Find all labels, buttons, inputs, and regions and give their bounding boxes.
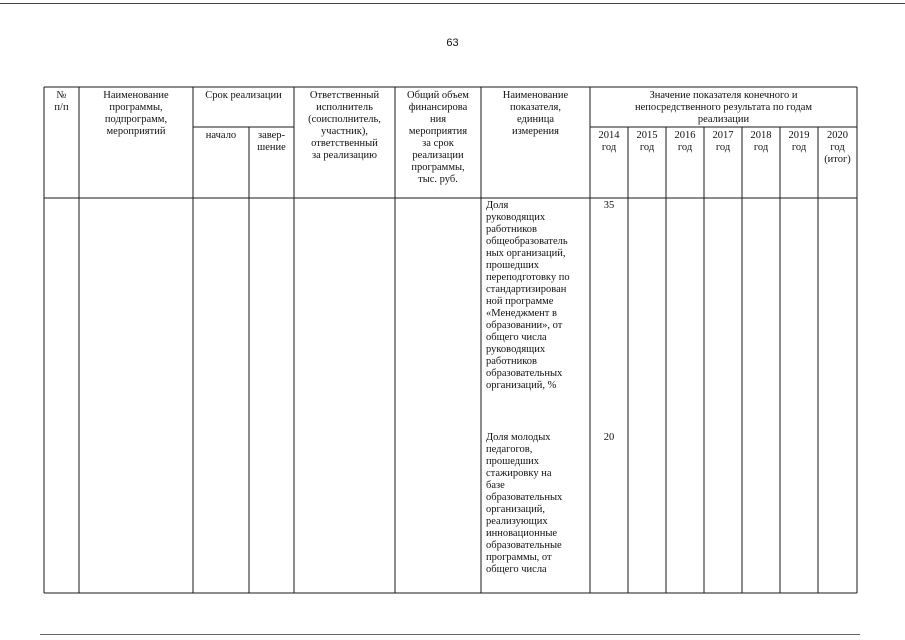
- header-year-2016: 2016 год: [674, 130, 696, 153]
- row-2-indicator: Доля молодых педагогов, прошедших стажировку на базе образовательных организаций, реализующих инновационные образовательные программы, от общего числа: [486, 432, 563, 575]
- header-num: № п/п: [54, 90, 69, 113]
- header-program-name: Наименование программы, подпрограмм, мероприятий: [103, 90, 169, 137]
- header-term-start: начало: [205, 130, 237, 141]
- header-values-group: Значение показателя конечного и непосредственного результата по годам реализации: [634, 90, 813, 125]
- row-1-indicator: Доля руководящих работников общеобразователь ных организаций, прошедших переподготовку по стандартизирован ной программе «Менеджмент в образовании», от общего числа руководящих работников образовательных организаций, %: [486, 200, 570, 391]
- header-year-2015: 2015 год: [636, 130, 658, 153]
- scan-artifact-top: [0, 3, 905, 4]
- header-year-2017: 2017 год: [712, 130, 734, 153]
- scan-artifact-bottom: [40, 634, 860, 635]
- header-year-2014: 2014 год: [598, 130, 620, 153]
- header-year-2019: 2019 год: [788, 130, 810, 153]
- page-number: 63: [446, 37, 459, 49]
- header-funding: Общий объем финансирова ния мероприятия за срок реализации программы, тыс. руб.: [407, 90, 469, 185]
- header-indicator: Наименование показателя, единица измерения: [502, 90, 569, 137]
- row-1-value-2014: 35: [603, 200, 615, 211]
- header-term-end: завер- шение: [257, 130, 286, 153]
- header-year-2020: 2020 год (итог): [824, 130, 851, 165]
- row-2-value-2014: 20: [603, 432, 615, 443]
- header-term: Срок реализации: [205, 90, 282, 101]
- header-executor: Ответственный исполнитель (соисполнитель, участник), ответственный за реализацию: [308, 90, 381, 161]
- header-year-2018: 2018 год: [750, 130, 772, 153]
